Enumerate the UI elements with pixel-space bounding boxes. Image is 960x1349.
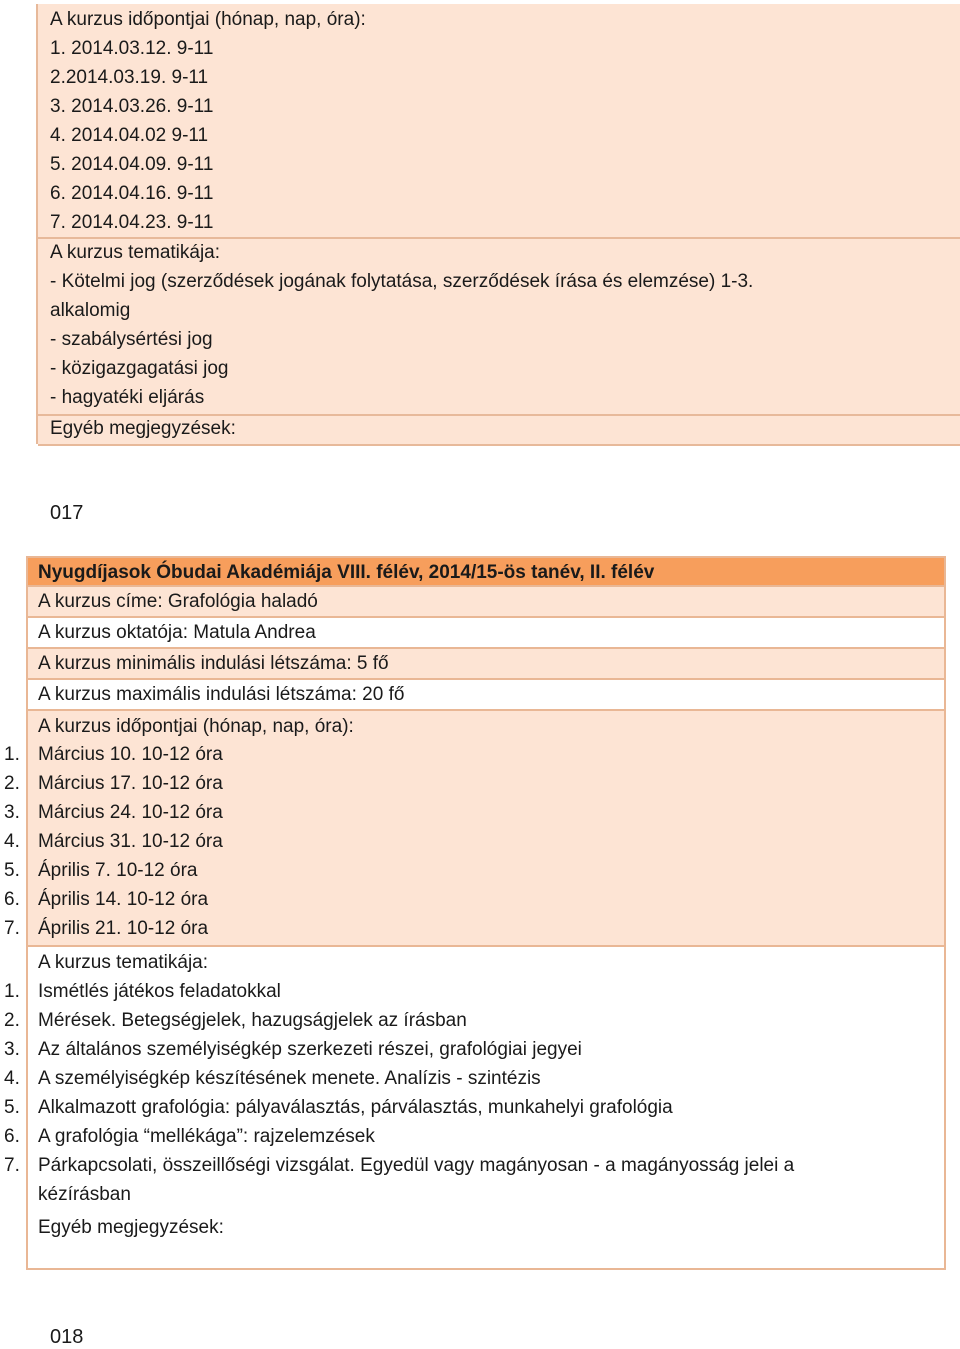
row-divider — [38, 444, 960, 446]
notes-label: Egyéb megjegyzések: — [38, 1217, 224, 1238]
schedule-item: 6. 2014.04.16. 9-11 — [50, 183, 214, 204]
topic-item: Ismétlés játékos feladatokkal — [38, 981, 281, 1002]
schedule-item: 2.2014.03.19. 9-11 — [50, 67, 209, 88]
schedule-item: 1. 2014.03.12. 9-11 — [50, 38, 214, 59]
schedule-item: 7. 2014.04.23. 9-11 — [50, 212, 214, 233]
list-number: 5. — [4, 1097, 20, 1118]
topic-item: A grafológia “mellékága”: rajzelemzések — [38, 1126, 375, 1147]
list-number: 4. — [4, 1068, 20, 1089]
schedule-item: 5. 2014.04.09. 9-11 — [50, 154, 214, 175]
topic-item: Párkapcsolati, összeillőségi vizsgálat. Egyedül vagy magányosan - a magányosság jelei a — [38, 1155, 795, 1176]
course-min-row — [28, 649, 944, 680]
schedule-item: Március 31. 10-12 óra — [38, 831, 223, 852]
course-title: A kurzus címe: Grafológia haladó — [38, 591, 318, 612]
course-title-row — [28, 587, 944, 618]
schedule-item: Március 17. 10-12 óra — [38, 773, 223, 794]
course-min: A kurzus minimális indulási létszáma: 5 fő — [38, 653, 389, 674]
course-teacher: A kurzus oktatója: Matula Andrea — [38, 622, 316, 643]
schedule-heading: A kurzus időpontjai (hónap, nap, óra): — [38, 716, 354, 737]
topic-item: - hagyatéki eljárás — [50, 387, 205, 408]
schedule-item: Március 24. 10-12 óra — [38, 802, 223, 823]
list-number: 6. — [4, 889, 20, 910]
topic-item: Az általános személyiségkép szerkezeti részei, grafológiai jegyei — [38, 1039, 582, 1060]
topic-item: Mérések. Betegségjelek, hazugságjelek az írásban — [38, 1010, 467, 1031]
schedule-heading: A kurzus időpontjai (hónap, nap, óra): — [50, 9, 366, 30]
list-number: 2. — [4, 773, 20, 794]
list-number: 1. — [4, 981, 20, 1002]
list-number: 3. — [4, 802, 20, 823]
topics-heading: A kurzus tematikája: — [38, 952, 209, 973]
schedule-item: Április 14. 10-12 óra — [38, 889, 209, 910]
topic-item: - közigazgagatási jog — [50, 358, 229, 379]
course-max-row — [28, 680, 944, 711]
topic-item: A személyiségkép készítésének menete. Analízis - szintézis — [38, 1068, 541, 1089]
page-number: 017 — [50, 502, 84, 524]
topics-heading: A kurzus tematikája: — [50, 242, 221, 263]
course-header: Nyugdíjasok Óbudai Akadémiája VIII. félév, 2014/15-ös tanév, II. félév — [38, 562, 655, 583]
schedule-item: 3. 2014.03.26. 9-11 — [50, 96, 214, 117]
list-number: 7. — [4, 918, 20, 939]
list-number: 5. — [4, 860, 20, 881]
course-teacher-row — [28, 618, 944, 649]
topic-item: - Kötelmi jog (szerződések jogának folytatása, szerződések írása és elemzése) 1-3. — [50, 271, 754, 292]
topic-item-continuation: kézírásban — [38, 1184, 131, 1205]
notes-label: Egyéb megjegyzések: — [50, 418, 236, 439]
schedule-item: Április 7. 10-12 óra — [38, 860, 198, 881]
schedule-item: Március 10. 10-12 óra — [38, 744, 223, 765]
list-number: 3. — [4, 1039, 20, 1060]
list-number: 4. — [4, 831, 20, 852]
course-max: A kurzus maximális indulási létszáma: 20 fő — [38, 684, 405, 705]
topic-item: alkalomig — [50, 300, 131, 321]
topic-item: Alkalmazott grafológia: pályaválasztás, párválasztás, munkahelyi grafológia — [38, 1097, 673, 1118]
list-number: 2. — [4, 1010, 20, 1031]
course-header-row — [28, 558, 944, 587]
list-number: 6. — [4, 1126, 20, 1147]
schedule-item: Április 21. 10-12 óra — [38, 918, 209, 939]
page-number: 018 — [50, 1326, 84, 1348]
list-number: 7. — [4, 1155, 20, 1176]
list-number: 1. — [4, 744, 20, 765]
schedule-item: 4. 2014.04.02 9-11 — [50, 125, 209, 146]
topic-item: - szabálysértési jog — [50, 329, 213, 350]
